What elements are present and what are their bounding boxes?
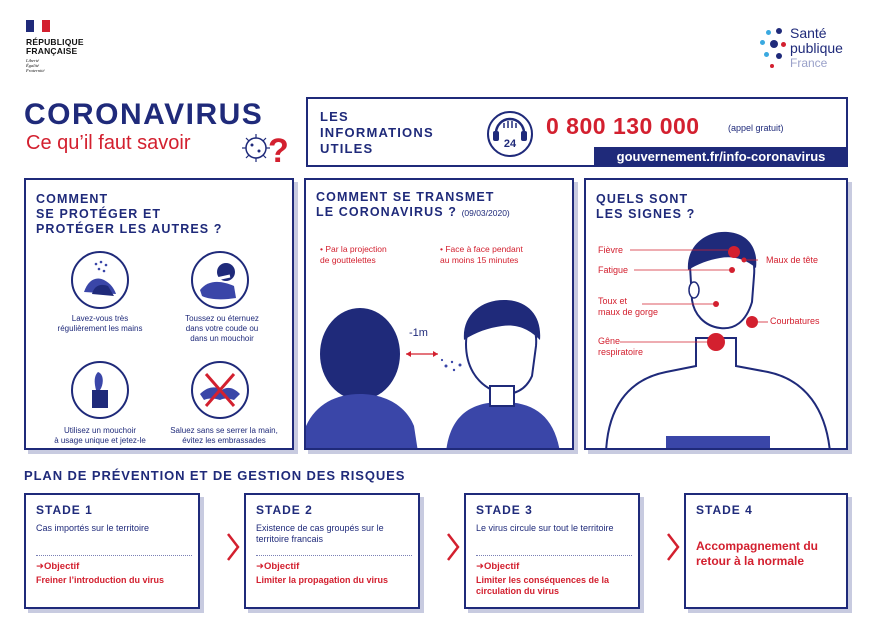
wash-hands-icon: [70, 250, 130, 310]
transmit-title: [316, 190, 510, 221]
info-box: [306, 97, 848, 167]
cough-elbow-icon: [190, 250, 250, 310]
stage-1-objective: [36, 561, 79, 572]
page-subtitle: Ce qu’il faut savoir: [26, 132, 191, 154]
motto-line1: Liberté: [26, 58, 39, 63]
partner-line2: publique: [790, 40, 843, 56]
stage-1-desc: Cas importés sur le territoire: [36, 523, 150, 533]
chevron-right-icon: [446, 532, 460, 562]
chevron-right-icon: [226, 532, 240, 562]
symptom-toux-line2: maux de gorge: [598, 307, 659, 317]
stage-4-title: STADE 4: [696, 503, 753, 517]
svg-text:?: ?: [268, 132, 289, 170]
protect-item-1-line1: Lavez-vous très: [71, 314, 129, 323]
stage-1-title: STADE 1: [36, 503, 93, 517]
phone-number[interactable]: 0 800 130 000: [546, 113, 700, 139]
symptoms-panel: [584, 178, 848, 450]
protect-item-1-line2: régulièrement les mains: [57, 324, 143, 333]
protect-item-2-line2: dans votre coude ou: [185, 324, 259, 333]
stage-3-objective-label: Objectif: [483, 561, 520, 572]
transmit-way-2-line1: • Face à face pendant: [440, 244, 523, 254]
stage-2-title: STADE 2: [256, 503, 313, 517]
stage-2-desc: Existence de cas groupés sur le territoire francais: [256, 523, 384, 544]
info-url-link[interactable]: gouvernement.fr/info-coronavirus: [594, 147, 848, 167]
protect-item-1-text: [38, 314, 162, 334]
protect-item-2-text: [160, 314, 284, 344]
stage-3-divider: [476, 555, 632, 556]
arrow-right-icon: ➜: [476, 561, 484, 572]
stage-3-title: STADE 3: [476, 503, 533, 517]
phone-badge: 24: [503, 138, 517, 150]
partner-line1: Santé: [790, 25, 827, 41]
protect-title: [36, 192, 223, 237]
stage-1-objective-label: Objectif: [43, 561, 80, 572]
symptom-gene-line1: Gêne: [598, 336, 621, 346]
info-label: [320, 109, 434, 157]
stage-2-divider: [256, 555, 412, 556]
no-handshake-icon: [190, 360, 250, 420]
signs-title-line2: LES SIGNES ?: [596, 207, 696, 221]
transmit-way-2: [440, 244, 523, 266]
protect-item-2-line1: Toussez ou éternuez: [185, 314, 259, 323]
two-people-illustration: [306, 276, 574, 450]
stage-4-card: [684, 493, 848, 609]
motto-line2: Égalité: [26, 63, 39, 68]
protect-panel: [24, 178, 294, 450]
transmit-way-1-line1: • Par la projection: [320, 244, 387, 254]
symptom-gene-line2: respiratoire: [598, 347, 644, 357]
transmit-title-line2: LE CORONAVIRUS ?: [316, 205, 457, 219]
protect-item-4-text: [154, 426, 294, 446]
protect-title-line3: PROTÉGER LES AUTRES ?: [36, 222, 223, 236]
chevron-right-icon: [666, 532, 680, 562]
transmit-way-1-line2: de gouttelettes: [320, 255, 376, 265]
stage-1-card: [24, 493, 200, 609]
page-title: CORONAVIRUS: [24, 98, 264, 131]
protect-item-3-line2: à usage unique et jetez-le: [54, 436, 146, 445]
partner-line3: France: [790, 56, 828, 70]
stage-3-goal: Limiter les conséquences de la circulation du virus: [476, 575, 610, 596]
protect-title-line2: SE PROTÉGER ET: [36, 207, 162, 221]
motto-line3: Fraternité: [26, 68, 45, 73]
stage-3-card: [464, 493, 640, 609]
transmit-date: (09/03/2020): [461, 208, 510, 218]
plan-title: PLAN DE PRÉVENTION ET DE GESTION DES RISQUES: [24, 468, 406, 483]
signs-title: [596, 192, 695, 222]
symptom-gene: [598, 336, 643, 358]
info-label-line3: UTILES: [320, 141, 374, 156]
logo-text-line1: RÉPUBLIQUE: [26, 37, 84, 47]
virus-question-icon: [238, 126, 290, 170]
symptom-fatigue: Fatigue: [598, 265, 629, 275]
stage-2-card: [244, 493, 420, 609]
symptom-tete: Maux de tête: [766, 255, 819, 265]
symptom-toux: [598, 296, 658, 318]
phone-note: (appel gratuit): [728, 123, 784, 133]
transmit-way-1: [320, 244, 387, 266]
stage-3-desc: Le virus circule sur tout le territoire: [476, 523, 614, 533]
symptom-toux-line1: Toux et: [598, 296, 628, 306]
protect-item-2-line3: dans un mouchoir: [190, 334, 254, 343]
arrow-right-icon: ➜: [256, 561, 264, 572]
protect-item-4-line1: Saluez sans se serrer la main,: [170, 426, 278, 435]
info-label-line1: LES: [320, 109, 349, 124]
symptom-courbatures: Courbatures: [770, 316, 820, 326]
stage-3-objective: [476, 561, 519, 572]
stage-2-goal: Limiter la propagation du virus: [256, 575, 389, 585]
transmit-way-2-line2: au moins 15 minutes: [440, 255, 519, 265]
stage-1-divider: [36, 555, 192, 556]
stage-2-objective-label: Objectif: [263, 561, 300, 572]
protect-item-3-text: [38, 426, 162, 446]
stage-1-goal: Freiner l’introduction du virus: [36, 575, 165, 585]
logo-text-line2: FRANÇAISE: [26, 46, 78, 56]
distance-label: -1m: [409, 327, 428, 339]
transmit-title-line1: COMMENT SE TRANSMET: [316, 190, 495, 204]
protect-item-4-line2: évitez les embrassades: [182, 436, 266, 445]
sante-publique-france-logo: [758, 26, 858, 82]
republique-francaise-logo: [26, 20, 106, 90]
protect-item-3-line1: Utilisez un mouchoir: [63, 426, 137, 435]
signs-title-line1: QUELS SONT: [596, 192, 689, 206]
info-label-line2: INFORMATIONS: [320, 125, 434, 140]
tissue-bin-icon: [70, 360, 130, 420]
stage-2-objective: [256, 561, 299, 572]
headset-24h-icon: [484, 107, 536, 159]
arrow-right-icon: ➜: [36, 561, 44, 572]
transmission-panel: [304, 178, 574, 450]
protect-title-line1: COMMENT: [36, 192, 109, 206]
french-flag-icon: [26, 20, 50, 32]
stage-4-text: Accompagnement du retour à la normale: [696, 539, 819, 568]
symptom-fievre: Fièvre: [598, 245, 624, 255]
